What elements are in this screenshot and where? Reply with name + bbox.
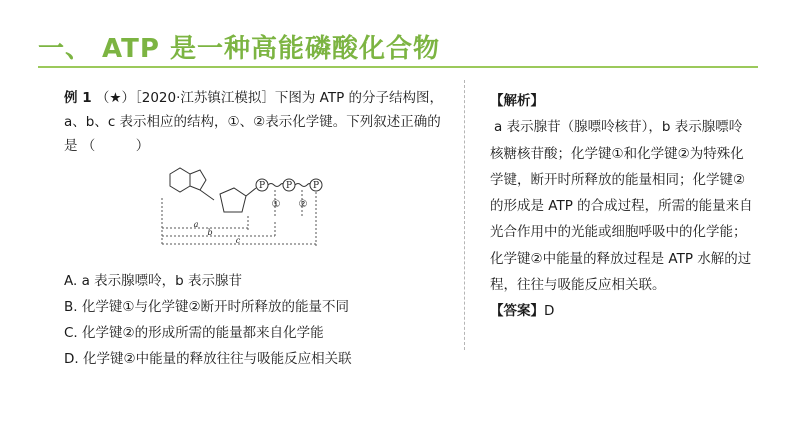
answer-value: D xyxy=(544,303,555,320)
analysis-text: a 表示腺苷（腺嘌呤核苷），b 表示腺嘌呤核糖核苷酸；化学键①和化学键②为特殊化学键，断开时所释放的能量相同；化学键②的形成是 ATP 的合成过程，所需的能量来自光合作用中的光能或细胞呼吸中的化学能；化学键②中能量的释放过程是 ATP 水解的过程，往往与吸能反应相关联。 xyxy=(490,119,753,294)
option-b: B. 化学键①与化学键②断开时所释放的能量不同 xyxy=(64,299,350,315)
bond-2-line xyxy=(295,184,310,187)
question-text: （★）［2020·江苏镇江模拟］下图为 ATP 的分子结构图，a、b、c 表示相应的结构，①、②表示化学键。下列叙述正确的是 （ ） xyxy=(64,90,444,154)
phosphate-1-label: P xyxy=(258,181,266,191)
question-stem xyxy=(64,86,449,158)
column-divider xyxy=(464,80,465,350)
ribose-pentagon xyxy=(220,188,246,212)
title-underline xyxy=(38,66,758,68)
answer-line xyxy=(490,298,755,324)
question-label: 例 1 xyxy=(64,90,92,106)
bracket-a-label: a xyxy=(193,220,199,229)
bracket-b-label: b xyxy=(207,228,213,237)
atp-structure-diagram xyxy=(150,160,330,252)
answer-options xyxy=(64,268,454,372)
adenine-hexagon xyxy=(170,168,190,192)
adenine-pentagon xyxy=(190,170,206,190)
analysis-panel xyxy=(490,88,755,325)
option-a: A. a 表示腺嘌呤，b 表示腺苷 xyxy=(64,273,243,289)
option-c: C. 化学键②的形成所需的能量都来自化学能 xyxy=(64,325,324,341)
bond-1-label: ① xyxy=(271,199,281,210)
bracket-c-label: c xyxy=(235,236,241,245)
option-d: D. 化学键②中能量的释放往往与吸能反应相关联 xyxy=(64,351,352,367)
bond-1-line xyxy=(268,184,283,187)
analysis-heading: 【解析】 xyxy=(490,93,544,109)
phosphate-3-label: P xyxy=(312,181,320,191)
answer-heading: 【答案】 xyxy=(490,303,544,320)
bond-2-label: ② xyxy=(298,199,308,210)
phosphate-2-label: P xyxy=(285,181,293,191)
page-title: 一、 ATP 是一种高能磷酸化合物 xyxy=(38,34,440,64)
